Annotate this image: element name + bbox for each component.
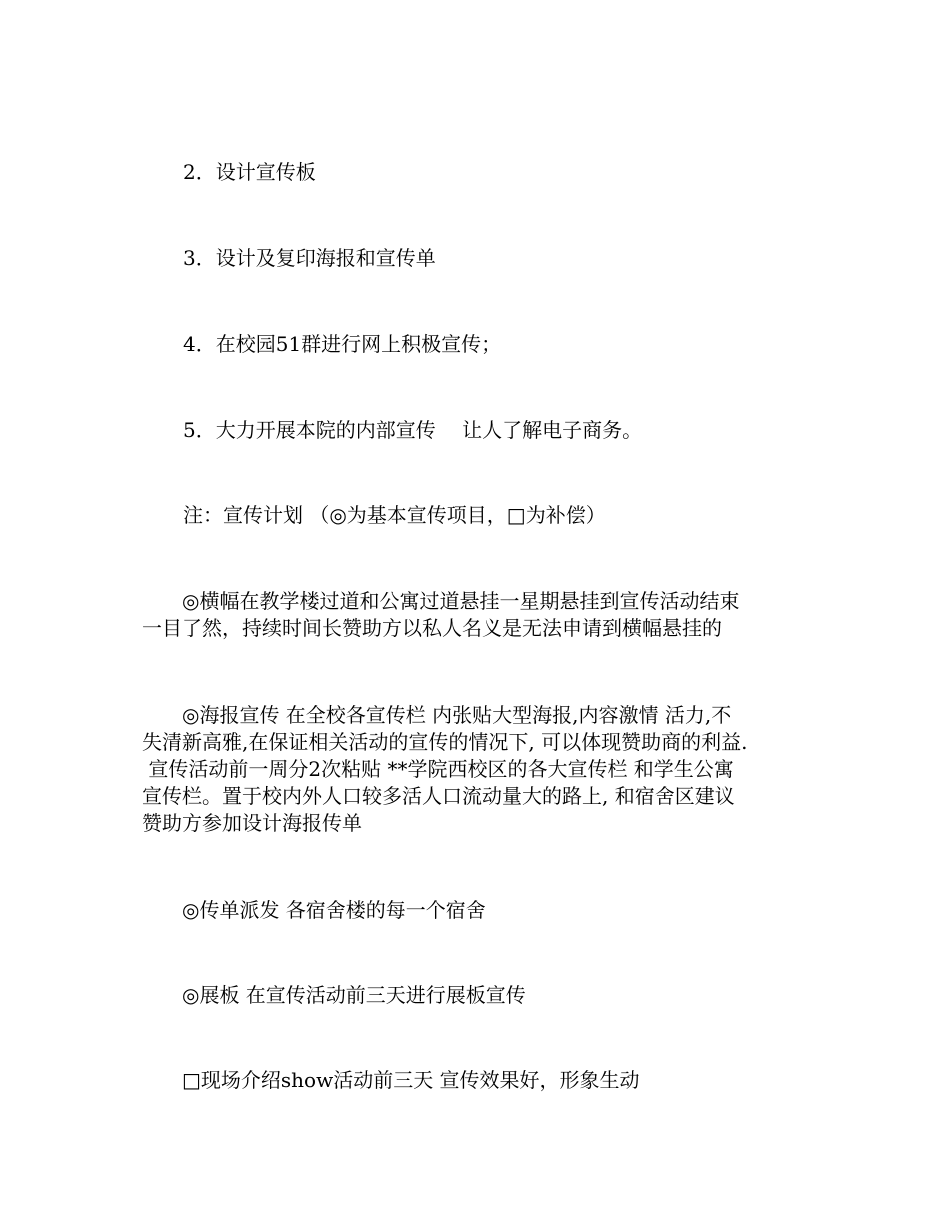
paragraph-line: ◎展板 在宣传活动前三天进行展板宣传	[142, 983, 526, 1007]
paragraph-line: 宣传栏。置于校内外人口较多活人口流动量大的路上, 和宿舍区建议	[142, 784, 735, 808]
paragraph-line: ◎横幅在教学楼过道和公寓过道悬挂一星期悬挂到宣传活动结束	[142, 589, 740, 613]
paragraph-line: 宣传活动前一周分2次粘贴 **学院西校区的各大宣传栏 和学生公寓	[142, 757, 734, 781]
list-item-poster-flyer	[183, 245, 863, 272]
paragraph-line: 失清新高雅,在保证相关活动的宣传的情况下, 可以体现赞助商的利益.	[142, 730, 748, 754]
paragraph-line: ◎传单派发 各宿舍楼的每一个宿舍	[142, 898, 486, 922]
paragraph-display-board	[142, 982, 822, 1009]
list-item-text: 4．在校园51群进行网上积极宣传；	[183, 332, 502, 356]
paragraph-line: ◎海报宣传 在全校各宣传栏 内张贴大型海报,内容激情 活力,不	[142, 703, 732, 727]
list-item-text: 2．设计宣传板	[183, 160, 316, 184]
note-text: 注：宣传计划 （◎为基本宣传项目，□为补偿）	[183, 503, 606, 527]
paragraph-poster	[142, 702, 822, 837]
paragraph-live-show	[142, 1067, 822, 1094]
paragraph-flyer	[142, 897, 822, 924]
paragraph-banner	[142, 588, 822, 642]
list-item-online-promotion	[183, 331, 863, 358]
list-item-text: 3．设计及复印海报和宣传单	[183, 246, 436, 270]
list-item-internal-promotion	[183, 417, 863, 444]
paragraph-line: 一目了然，持续时间长赞助方以私人名义是无法申请到横幅悬挂的	[142, 616, 722, 640]
list-item-text: 5．大力开展本院的内部宣传 让人了解电子商务。	[183, 418, 643, 442]
list-item-design-board	[183, 159, 863, 186]
note-promotion-plan	[183, 502, 863, 529]
paragraph-line: 赞助方参加设计海报传单	[142, 811, 362, 835]
paragraph-line: □现场介绍show活动前三天 宣传效果好，形象生动	[142, 1068, 640, 1092]
